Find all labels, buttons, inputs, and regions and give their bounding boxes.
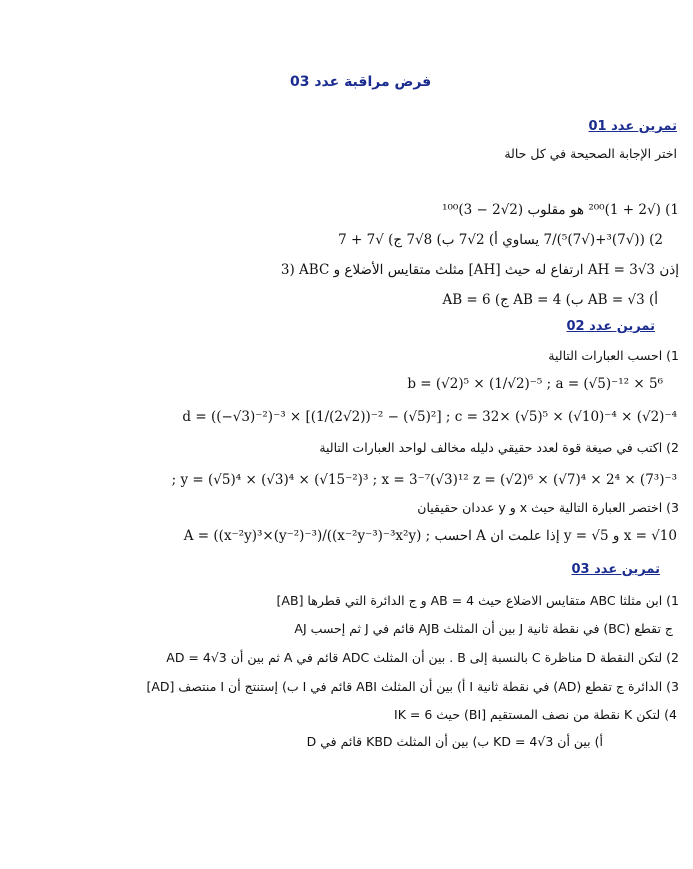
exercise-1-heading: تمرين عدد 01 — [588, 119, 677, 134]
exercise-3-heading: تمرين عدد 03 — [571, 562, 660, 577]
exercise-2-heading: تمرين عدد 02 — [566, 319, 655, 334]
exercise-1-question-1: 1) (√2 + 1)²⁰⁰ هو مقلوب (2√2 − 3)¹⁰⁰ — [442, 202, 679, 218]
exercise-2-question-2: 2) اكتب في صيغة قوة لعدد حقيقي دليله مخالف لواحد العبارات التالية — [319, 440, 679, 455]
exercise-3-question-4: 4) لتكن K نقطة من نصف المستقيم [BI) حيث IK = 6 — [394, 707, 677, 722]
exercise-2-expressions-x-y-z: ; y = (√5)⁴ × (√3)⁴ × (√15⁻²)³ ; x = 3⁻⁷(√3)¹² z = (√2)⁶ × (√7)⁴ × 2⁴ × (7³)⁻³ — [171, 472, 677, 488]
exercise-3-question-2: 2) لتكن النقطة D مناظرة C بالنسبة إلى B . بين أن المثلث ADC قائم في A ثم بين أن AD = 4√3 — [166, 650, 679, 665]
exercise-2-expression-A: A = ((x⁻²y)³×(y⁻²)⁻³)/((x⁻²y⁻³)⁻³x²y) ; احسب A إذا علمت ان y = √5 و x = √10 — [183, 528, 677, 544]
exercise-1-question-3: 3) ABC مثلث متقايس الأضلاع و [AH] ارتفاع له حيث AH = 3√3 إذن — [280, 262, 679, 278]
exercise-3-question-1b: ج تقطع (BC) في نقطة ثانية J بين أن المثلث AJB قائم في J ثم إحسب AJ — [294, 621, 673, 636]
exercise-2-expressions-c-d: d = ((−√3)⁻²)⁻³ × [(1/(2√2))⁻² − (√5)²] ; c = 32× (√5)⁵ × (√10)⁻⁴ × (√2)⁻⁴ — [182, 409, 677, 425]
exercise-2-question-3: 3) اختصر العبارة التالية حيث x و y عددان حقيقيان — [417, 500, 679, 515]
exercise-3-question-3: 3) الدائرة ج تقطع (AD) في نقطة ثانية I أ) بين أن المثلث ABI قائم في I ب) إستنتج أن I منتصف [AD] — [146, 679, 679, 694]
exercise-2-expressions-a-b: b = (√2)⁵ × (1/√2)⁻⁵ ; a = (√5)⁻¹² × 5⁶ — [407, 376, 663, 392]
exercise-2-question-1: 1) احسب العبارات التالية — [548, 348, 679, 363]
exercise-1-question-2: 2) ((√7)³+(√7)⁵)/7 يساوي أ) 2√7 ب) 8√7 ج) √7 + 7 — [338, 232, 663, 248]
exercise-1-question-3-options: أ) AB = √3 ب) AB = 4 ج) AB = 6 — [442, 292, 658, 308]
exercise-3-question-1: 1) ابن مثلثا ABC متقايس الاضلاع حيث AB = 4 و ج الدائرة التي قطرها [AB] — [276, 593, 679, 608]
exercise-1-instruction: اختر الإجابة الصحيحة في كل حالة — [504, 146, 677, 161]
page-title: فرض مراقبة عدد 03 — [290, 74, 432, 90]
exercise-3-question-4-parts: أ) بين أن KD = 4√3 ب) بين أن المثلث KBD قائم في D — [306, 734, 603, 749]
